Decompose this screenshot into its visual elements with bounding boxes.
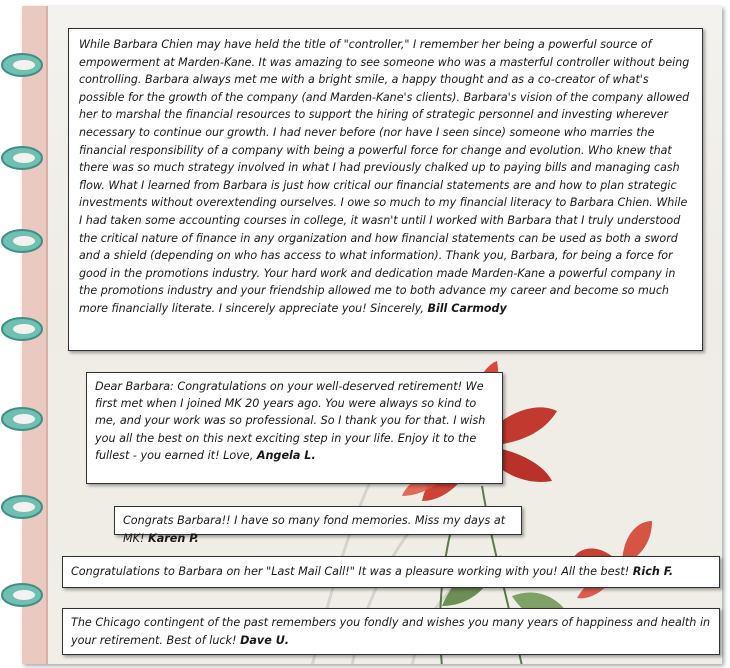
binder-ring-icon xyxy=(0,226,44,256)
message-signature: Angela L. xyxy=(256,448,316,462)
binder-ring-icon xyxy=(0,50,44,80)
binder-ring-icon xyxy=(0,314,44,344)
message-signature: Bill Carmody xyxy=(427,301,507,315)
message-text: Dear Barbara: Congratulations on your well-deserved retirement! We first met when I joined MK 20 years ago. You were always so kind to me, and your work was so professional. So I thank you for that. I wish you all the best on this next exciting step in your life. Enjoy it to the fullest - you earned it! Love, xyxy=(95,380,486,462)
message-text: The Chicago contingent of the past remembers you fondly and wishes you many years of happiness and health in your retirement. Best of luck! xyxy=(71,616,711,647)
binder-ring-icon xyxy=(0,404,44,434)
message-signature: Rich F. xyxy=(632,565,674,578)
message-card-rich xyxy=(62,556,720,588)
binder-ring-icon xyxy=(0,143,44,173)
message-text: Congrats Barbara!! I have so many fond memories. Miss my days at MK! xyxy=(123,514,506,545)
message-card-angela xyxy=(86,372,503,484)
message-text: While Barbara Chien may have held the title of "controller," I remember her being a powerful source of empowerment at Marden-Kane. It was amazing to see someone who was a masterful controller without being controlling. Barbara always met me with a bright smile, a happy thought and as a co-creator of what's possible for the growth of the company (and Marden-Kane's clients). Barbara's vision of the company allowed her to marshal the financial resources to support the hiring of strategic personnel and investing wherever necessary to continue our growth. I had never before (nor have I seen since) someone who marries the financial responsibility of a company with being a powerful force for change and evolution. Who knew that there was so much strategy involved in what I had previously chalked up to paying bills and managing cash flow. What I learned from Barbara is just how critical our financial statements are and how to plan strategic investments without overextending ourselves. I owe so much to my financial literacy to Barbara Chien. While I had taken some accounting courses in college, it wasn't until I worked with Barbara that I truly understood the critical nature of finance in any organization and how financial statements can be used as both a sword and a shield (depending on who has access to what information). Thank you, Barbara, for being a force for good in the promotions industry. Your hard work and dedication made Marden-Kane a powerful company in the promotions industry and your friendship allowed me to both advance my career and become so much more financially literate. I sincerely appreciate you! Sincerely, xyxy=(79,38,690,315)
message-card-bill xyxy=(68,28,703,351)
message-card-dave xyxy=(62,608,720,655)
message-text: Congratulations to Barbara on her "Last Mail Call!" It was a pleasure working with you! All the best! xyxy=(71,565,630,578)
binder-ring-icon xyxy=(0,580,44,610)
message-signature: Dave U. xyxy=(240,633,290,647)
message-card-karen xyxy=(114,506,522,545)
binder-ring-icon xyxy=(0,492,44,522)
message-signature: Karen P. xyxy=(148,531,199,545)
